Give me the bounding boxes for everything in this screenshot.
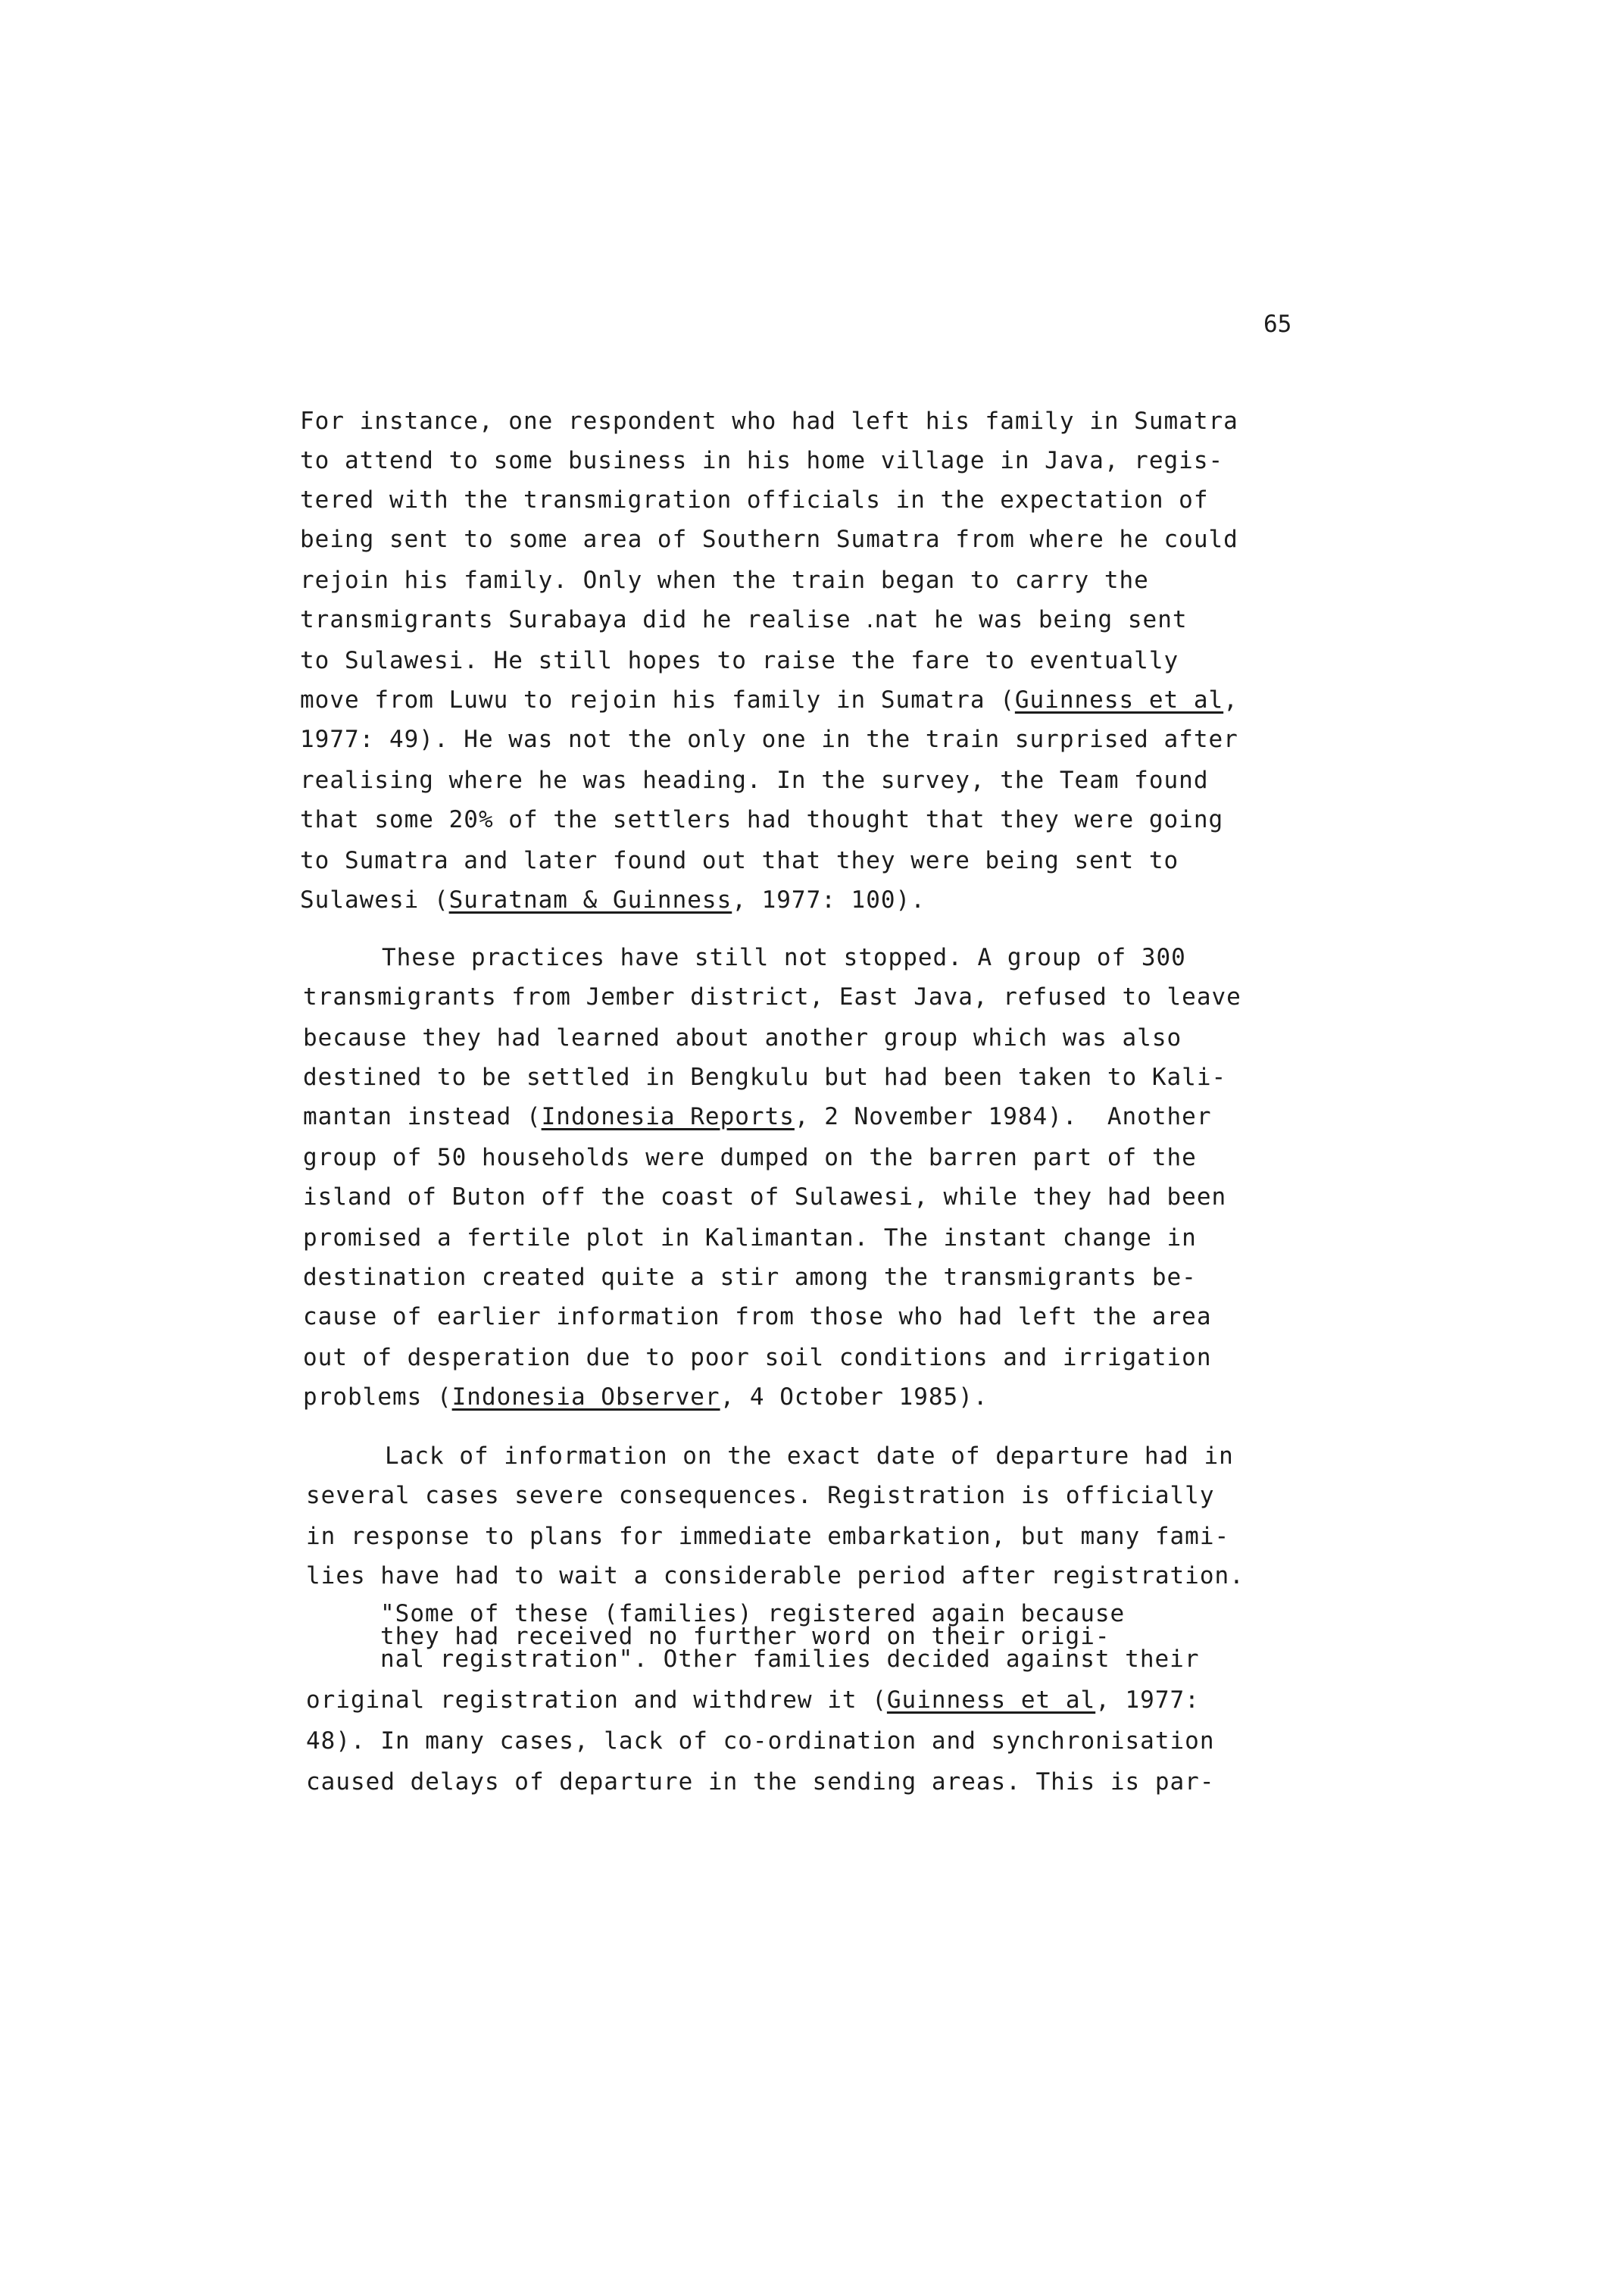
text-line-p2-2: transmigrants from Jember district, East Java, refused to leave — [303, 983, 1241, 1011]
citation: Indonesia Reports — [541, 1103, 795, 1130]
text-line-p3-6: they had received no further word on their origi- — [380, 1623, 1110, 1650]
citation: Guinness et al — [886, 1686, 1096, 1714]
text-line-p2-4: destined to be settled in Bengkulu but had been taken to Kali- — [303, 1064, 1227, 1091]
text-line-p3-1: Lack of information on the exact date of departure had in — [385, 1442, 1234, 1470]
page-number: 65 — [1263, 311, 1292, 338]
text-line-p2-1: These practices have still not stopped. A group of 300 — [382, 944, 1186, 971]
text-line-p3-2: several cases severe consequences. Registration is officially — [306, 1482, 1215, 1509]
text-line-p2-5: mantan instead (Indonesia Reports, 2 November 1984). Another — [303, 1103, 1212, 1130]
text-line-p2-12: problems (Indonesia Observer, 4 October 1985). — [303, 1383, 988, 1411]
text-line-p2-9: destination created quite a stir among the transmigrants be- — [303, 1264, 1197, 1291]
text-line-p1-10: realising where he was heading. In the survey, the Team found — [300, 767, 1209, 794]
text-line-p1-7: to Sulawesi. He still hopes to raise the fare to eventually — [300, 647, 1179, 674]
text-line-p1-13: Sulawesi (Suratnam & Guinness, 1977: 100). — [300, 886, 926, 914]
text-line-p3-9: 48). In many cases, lack of co-ordination and synchronisation — [306, 1727, 1215, 1755]
text-line-p2-8: promised a fertile plot in Kalimantan. The instant change in — [303, 1224, 1197, 1252]
text-line-p2-11: out of desperation due to poor soil conditions and irrigation — [303, 1344, 1212, 1371]
text-line-p1-3: tered with the transmigration officials in the expectation of — [300, 486, 1209, 514]
text-line-p1-4: being sent to some area of Southern Sumatra from where he could — [300, 526, 1238, 553]
text-line-p2-7: island of Buton off the coast of Sulawesi, while they had been — [303, 1183, 1227, 1211]
text-line-p2-10: cause of earlier information from those who had left the area — [303, 1303, 1212, 1330]
text-line-p1-11: that some 20% of the settlers had thought that they were going — [300, 806, 1224, 833]
text-line-p3-8: original registration and withdrew it (Guinness et al, 1977: — [306, 1686, 1200, 1714]
text-line-p3-3: in response to plans for immediate embarkation, but many fami- — [306, 1523, 1230, 1550]
text-line-p2-6: group of 50 households were dumped on the barren part of the — [303, 1144, 1197, 1171]
text-line-p3-5: "Some of these (families) registered again because — [380, 1600, 1126, 1627]
text-line-p1-9: 1977: 49). He was not the only one in the train surprised after — [300, 726, 1238, 753]
text-line-p1-2: to attend to some business in his home village in Java, regis- — [300, 447, 1224, 474]
text-line-p1-12: to Sumatra and later found out that they were being sent to — [300, 847, 1179, 874]
text-line-p1-5: rejoin his family. Only when the train began to carry the — [300, 567, 1149, 594]
citation: Guinness et al — [1014, 686, 1224, 714]
text-line-p1-8: move from Luwu to rejoin his family in Sumatra (Guinness et al, — [300, 686, 1238, 714]
text-line-p2-3: because they had learned about another group which was also — [303, 1024, 1182, 1052]
citation: Suratnam & Guinness — [448, 886, 732, 914]
text-line-p1-1: For instance, one respondent who had left his family in Sumatra — [300, 408, 1238, 435]
text-line-p3-10: caused delays of departure in the sending areas. This is par- — [306, 1768, 1215, 1796]
text-line-p3-4: lies have had to wait a considerable period after registration. — [306, 1562, 1245, 1589]
citation: Indonesia Observer — [451, 1383, 720, 1411]
text-line-p3-7: nal registration". Other families decided against their — [380, 1646, 1200, 1673]
text-line-p1-6: transmigrants Surabaya did he realise ․nat he was being sent — [300, 606, 1188, 633]
